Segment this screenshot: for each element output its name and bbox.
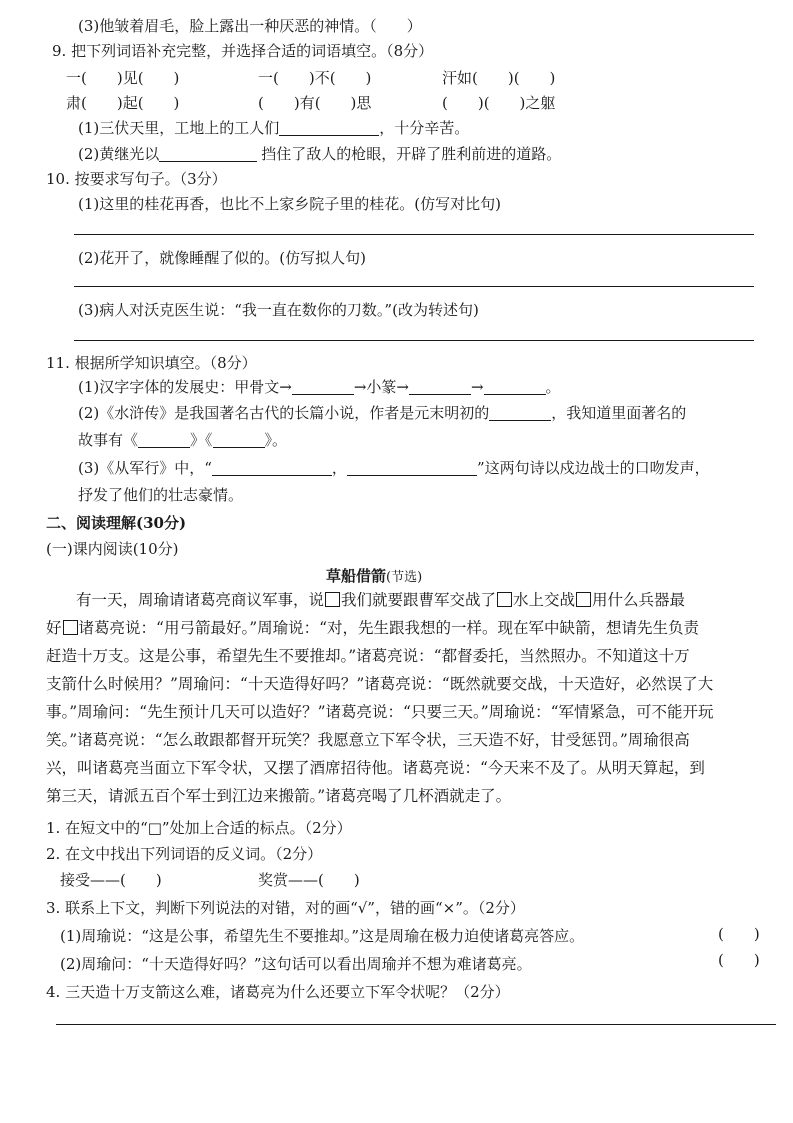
sentence-text: ，我知道里面著名的 [551, 404, 687, 422]
passage-line [46, 618, 699, 638]
passage-text: 我们就要跟曹军交战了 [341, 591, 497, 609]
reading-question-4: 4. 三天造十万支箭这么难，诸葛亮为什么还要立下军令状呢？（2分） [46, 983, 510, 1001]
reading-question-3: 3. 联系上下文，判断下列说法的对错，对的画“√”，错的画“×”。（2分） [46, 899, 525, 917]
sentence-text: 》《 [190, 431, 213, 449]
word-blank: 一( )见( ) [66, 69, 180, 87]
answer-line[interactable] [74, 286, 754, 287]
question-11-2-cont [78, 430, 287, 450]
question-11-1 [78, 377, 561, 397]
question-9-sentence-2 [78, 144, 561, 164]
passage-title [326, 566, 422, 588]
fill-blank[interactable] [409, 378, 471, 395]
word-blank: 肃( )起( ) [66, 94, 180, 112]
fill-blank[interactable] [212, 459, 332, 476]
question-9-title: 9. 把下列词语补充完整，并选择合适的词语填空。（8分） [52, 42, 434, 60]
question-10-title: 10. 按要求写句子。（3分） [46, 170, 227, 188]
word-blank: ( )有( )思 [258, 94, 372, 112]
passage-text: 好 [46, 619, 62, 637]
sentence-text: ”这两句诗以戍边战士的口吻发声， [476, 459, 710, 477]
question-10-3: (3)病人对沃克医生说：“我一直在数你的刀数。”(改为转述句) [78, 301, 479, 319]
fill-blank[interactable] [279, 119, 379, 136]
question-11-3-cont: 抒发了他们的壮志豪情。 [78, 486, 244, 504]
passage-line: 兴，叫诸葛亮当面立下军令状，又摆了酒席招待他。诸葛亮说：“今天来不及了。从明天算起，到 [46, 759, 705, 777]
fill-blank[interactable] [159, 145, 257, 162]
punctuation-box[interactable] [63, 620, 78, 635]
question-10-2: (2)花开了，就像睡醒了似的。(仿写拟人句) [78, 249, 366, 267]
answer-line[interactable] [74, 340, 754, 341]
judgement-blank[interactable]: ( ) [718, 951, 760, 969]
sentence-text: 故事有《 [78, 431, 139, 449]
question-9-sentence-1 [78, 118, 469, 138]
antonym-blank[interactable]: 奖赏——( ) [258, 871, 360, 889]
sentence-text: (2)黄继光以 [78, 145, 160, 163]
reading-question-1: 1. 在短文中的“□”处加上合适的标点。（2分） [46, 819, 352, 837]
sentence-text: ， [331, 459, 347, 477]
passage-line: 事。”周瑜问：“先生预计几天可以造好？”诸葛亮说：“只要三天。”周瑜说：“军情紧急，可不能开玩 [46, 703, 714, 721]
passage-line [76, 590, 685, 610]
question-11-2 [78, 403, 686, 423]
word-blank: ( )( )之躯 [442, 94, 556, 112]
passage-line: 支箭什么时候用？”周瑜问：“十天造得好吗？”诸葛亮说：“既然就要交战，十天造好，必然误了大 [46, 675, 714, 693]
fill-blank[interactable] [292, 378, 354, 395]
passage-text: 有一天，周瑜请诸葛亮商议军事，说 [76, 591, 325, 609]
answer-line[interactable] [56, 1024, 776, 1025]
sentence-text: →小篆→ [353, 378, 409, 396]
punctuation-box[interactable] [325, 592, 340, 607]
reading-question-3-1: (1)周瑜说：“这是公事，希望先生不要推却。”这是周瑜在极力迫使诸葛亮答应。 [60, 927, 585, 945]
punctuation-box[interactable] [497, 592, 512, 607]
section-2-sub: (一)课内阅读(10分) [46, 540, 179, 558]
fill-blank[interactable] [213, 431, 265, 448]
antonym-blank[interactable]: 接受——( ) [60, 871, 162, 889]
passage-text: 水上交战 [513, 591, 576, 609]
fill-blank[interactable] [138, 431, 190, 448]
passage-text: 用什么兵器最 [592, 591, 686, 609]
passage-line: 笑。”诸葛亮说：“怎么敢跟都督开玩笑？我愿意立下军令状，三天造不好，甘受惩罚。”周瑜很高 [46, 731, 690, 749]
punctuation-box[interactable] [576, 592, 591, 607]
fill-blank[interactable] [484, 378, 546, 395]
reading-question-2: 2. 在文中找出下列词语的反义词。（2分） [46, 845, 323, 863]
sentence-text: (1)三伏天里，工地上的工人们 [78, 119, 280, 137]
sentence-text: 》。 [264, 431, 288, 449]
word-blank: 一( )不( ) [258, 69, 372, 87]
passage-line: 第三天，请派五百个军士到江边来搬箭。”诸葛亮喝了几杯酒就走了。 [46, 787, 512, 805]
question-11-title: 11. 根据所学知识填空。（8分） [46, 354, 257, 372]
passage-title-text: 草船借箭 [326, 567, 387, 585]
sentence-text: (1)汉字字体的发展史：甲骨文→ [78, 378, 292, 396]
fill-blank[interactable] [347, 459, 477, 476]
passage-text: 诸葛亮说：“用弓箭最好。”周瑜说：“对，先生跟我想的一样。现在军中缺箭，想请先生负责 [78, 619, 700, 637]
reading-question-3-2: (2)周瑜问：“十天造得好吗？”这句话可以看出周瑜并不想为难诸葛亮。 [60, 955, 532, 973]
sentence-text: 挡住了敌人的枪眼，开辟了胜利前进的道路。 [261, 145, 562, 163]
passage-line: 赶造十万支。这是公事，希望先生不要推却。”诸葛亮说：“都督委托，当然照办。不知道这十万 [46, 647, 690, 665]
sentence-text: ，十分辛苦。 [379, 119, 470, 137]
question-11-3 [78, 458, 710, 478]
sentence-text: (2)《水浒传》是我国著名古代的长篇小说，作者是元末明初的 [78, 404, 490, 422]
question-10-1: (1)这里的桂花再香，也比不上家乡院子里的桂花。(仿写对比句) [78, 195, 501, 213]
question-8-3: (3)他皱着眉毛，脸上露出一种厌恶的神情。（ ） [78, 17, 422, 35]
section-2-title: 二、阅读理解(30分) [46, 514, 187, 532]
word-blank: 汗如( )( ) [442, 69, 556, 87]
sentence-text: → [470, 378, 484, 396]
passage-title-note: (节选) [386, 570, 423, 585]
sentence-text: 。 [545, 378, 561, 396]
fill-blank[interactable] [489, 404, 551, 421]
judgement-blank[interactable]: ( ) [718, 925, 760, 943]
sentence-text: (3)《从军行》中，“ [78, 459, 212, 477]
answer-line[interactable] [74, 234, 754, 235]
